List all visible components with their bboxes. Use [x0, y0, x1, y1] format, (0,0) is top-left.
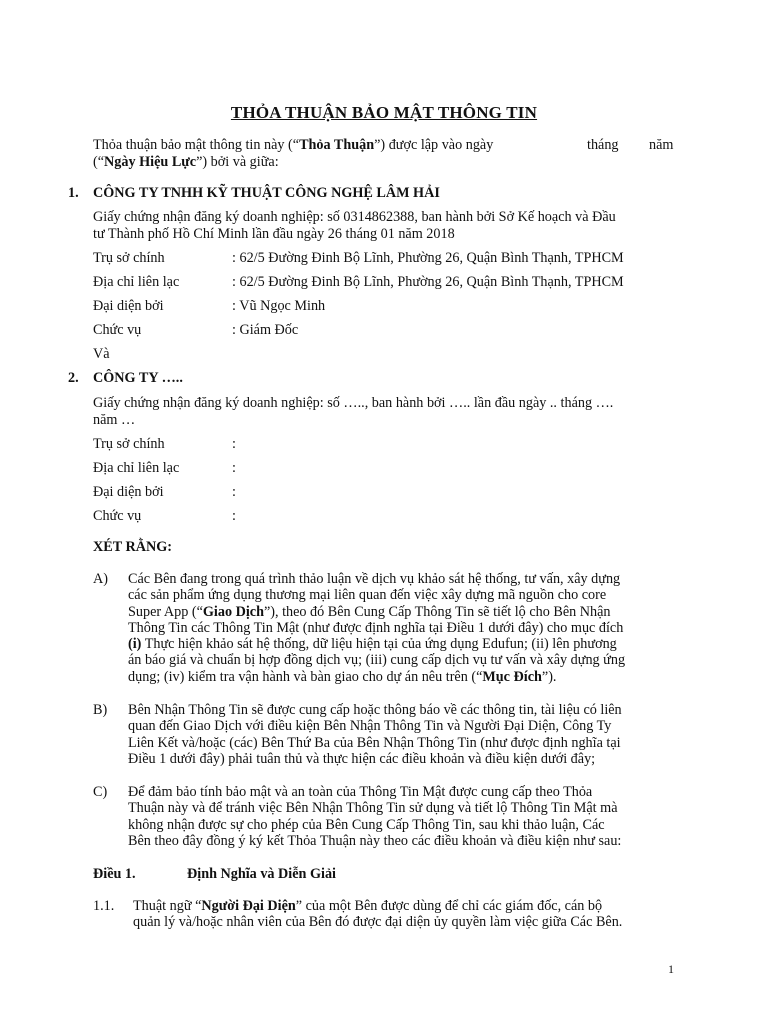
intro-thang: tháng: [587, 137, 619, 153]
term-ngay-hieu-luc: Ngày Hiệu Lực: [104, 154, 197, 170]
field-label: Địa chỉ liên lạc: [93, 274, 180, 290]
recital-line: [128, 604, 675, 620]
party2-row-rep: [93, 484, 693, 502]
field-label: Chức vụ: [93, 508, 142, 524]
intro-text: ”) bởi và giữa:: [196, 154, 279, 170]
recital-c-letter: C): [93, 784, 108, 800]
party2-name: CÔNG TY …..: [93, 370, 183, 386]
party1-reg-line: Giấy chứng nhận đăng ký doanh nghiệp: số 0314862388, ban hành bởi Sở Kế hoạch và Đầu: [93, 209, 616, 225]
field-value: :: [232, 484, 236, 500]
field-value: : 62/5 Đường Đinh Bộ Lĩnh, Phường 26, Quận Bình Thạnh, TPHCM: [232, 250, 624, 266]
recital-line: Liên Kết và/hoặc (các) Bên Thứ Ba của Bên Nhận Thông Tin (như được định nghĩa tại: [128, 734, 621, 751]
clause-text: Thuật ngữ “: [133, 898, 202, 914]
clause-line: [133, 898, 675, 914]
recital-line: [128, 636, 675, 652]
clause-text: ” của một Bên được dùng để chỉ các giám đốc, cán bộ: [295, 898, 603, 914]
recital-line: [128, 669, 675, 685]
recital-a-body: [128, 571, 675, 685]
recital-line: Thuận này và để tránh việc Bên Nhận Thông Tin sử dụng và tiết lộ Thông Tin Mật mà: [128, 800, 618, 817]
party2-number: 2.: [68, 370, 79, 386]
recital-line: Điều 1 dưới đây) phải tuân thủ và thực hiện các điều khoản và điều kiện dưới đây;: [128, 750, 596, 767]
recital-text: ”).: [541, 668, 557, 685]
party1-row-rep: [93, 298, 693, 316]
recital-line: quan đến Giao Dịch với điều kiện Bên Nhận Thông Tin và Người Đại Diện, Công Ty: [128, 718, 612, 735]
party2-row-contact: [93, 460, 693, 478]
term-thoa-thuan: Thỏa Thuận: [299, 137, 375, 153]
field-value: : Vũ Ngọc Minh: [232, 298, 326, 314]
intro-nam: năm: [649, 137, 674, 153]
field-label: Đại diện bởi: [93, 484, 164, 500]
party2-reg-line: năm …: [93, 412, 136, 428]
intro-text: ”) được lập vào ngày: [374, 137, 494, 153]
party2-registration: [93, 395, 683, 429]
party1-row-contact: [93, 274, 693, 292]
recital-text: dụng; (iv) kiểm tra vận hành và bàn giao cho dự án nêu trên (“: [128, 668, 483, 685]
field-value: : 62/5 Đường Đinh Bộ Lĩnh, Phường 26, Quận Bình Thạnh, TPHCM: [232, 274, 624, 290]
clause-1-1-body: [133, 898, 675, 931]
term-giao-dich: Giao Dịch: [202, 603, 264, 620]
recital-a-letter: A): [93, 571, 108, 587]
party2-reg-line: Giấy chứng nhận đăng ký doanh nghiệp: số ….., ban hành bởi ….. lần đầu ngày .. tháng ….: [93, 395, 614, 411]
recital-text: ”), theo đó Bên Cung Cấp Thông Tin sẽ tiết lộ cho Bên Nhận: [263, 603, 611, 620]
party1-name: CÔNG TY TNHH KỸ THUẬT CÔNG NGHỆ LÂM HẢI: [93, 185, 440, 201]
field-value: :: [232, 508, 236, 524]
intro-text: Thỏa thuận bảo mật thông tin này (“: [93, 137, 300, 153]
party2-row-title: [93, 508, 693, 526]
term-muc-dich: Mục Đích: [482, 668, 542, 685]
page-number: 1: [668, 962, 674, 976]
clause-1-1-number: 1.1.: [93, 898, 115, 914]
recital-line: Thông Tin các Thông Tin Mật (như được định nghĩa tại Điều 1 dưới đây) cho mục đích: [128, 619, 624, 636]
recital-c-body: [128, 784, 675, 849]
party2-row-hq: [93, 436, 693, 454]
recital-line: không nhận được sự cho phép của Bên Cung Cấp Thông Tin, sau khi thảo luận, Các: [128, 816, 605, 833]
party1-row-hq: [93, 250, 693, 268]
party1-reg-line: tư Thành phố Hồ Chí Minh lần đầu ngày 26 tháng 01 năm 2018: [93, 226, 455, 242]
article1-title: Định Nghĩa và Diễn Giải: [187, 866, 336, 882]
intro-text: (“: [93, 154, 105, 170]
party1-number: 1.: [68, 185, 79, 201]
recital-line: Bên Nhận Thông Tin sẽ được cung cấp hoặc thông báo về các thông tin, tài liệu có liên: [128, 702, 622, 718]
intro-line-2: [93, 154, 279, 171]
field-label: Đại diện bởi: [93, 298, 164, 314]
item-marker: (i): [128, 636, 142, 653]
recital-line: án báo giá và chuẩn bị hợp đồng dịch vụ; (iii) cung cấp dịch vụ tư vấn và xây dựng ứng: [128, 652, 626, 669]
recital-b-body: [128, 702, 675, 767]
term-nguoi-dai-dien: Người Đại Diện: [201, 898, 296, 914]
recital-line: Các Bên đang trong quá trình thảo luận về dịch vụ khảo sát hệ thống, tư vấn, xây dựng: [128, 571, 621, 587]
field-label: Trụ sở chính: [93, 436, 165, 452]
recital-b-letter: B): [93, 702, 108, 718]
party1-registration: [93, 209, 683, 243]
recitals-heading: XÉT RẰNG:: [93, 539, 172, 555]
recital-line: Bên theo đây đồng ý ký kết Thỏa Thuận này theo các điều khoản và điều kiện như sau:: [128, 832, 622, 849]
recital-line: Để đảm bảo tính bảo mật và an toàn của Thông Tin Mật được cung cấp theo Thỏa: [128, 784, 593, 800]
recital-text: Thực hiện khảo sát hệ thống, dữ liệu hiện tại của ứng dụng Edufun; (ii) lên phương: [141, 636, 617, 653]
field-label: Địa chỉ liên lạc: [93, 460, 180, 476]
article1-label: Điều 1.: [93, 866, 136, 882]
party1-row-title: [93, 322, 693, 340]
field-value: : Giám Đốc: [232, 322, 299, 338]
field-value: :: [232, 460, 236, 476]
intro-line-1: [93, 137, 675, 154]
and-text: Và: [93, 346, 110, 362]
recital-text: Super App (“: [128, 603, 203, 620]
field-value: :: [232, 436, 236, 452]
field-label: Trụ sở chính: [93, 250, 165, 266]
field-label: Chức vụ: [93, 322, 142, 338]
recital-line: các sản phẩm ứng dụng thương mại liên quan đến việc xây dựng mã nguồn cho core: [128, 587, 607, 604]
document-title: THỎA THUẬN BẢO MẬT THÔNG TIN: [230, 103, 538, 122]
clause-line: quản lý và/hoặc nhân viên của Bên đó được đại diện ủy quyền làm việc giữa Các Bên.: [133, 914, 623, 931]
